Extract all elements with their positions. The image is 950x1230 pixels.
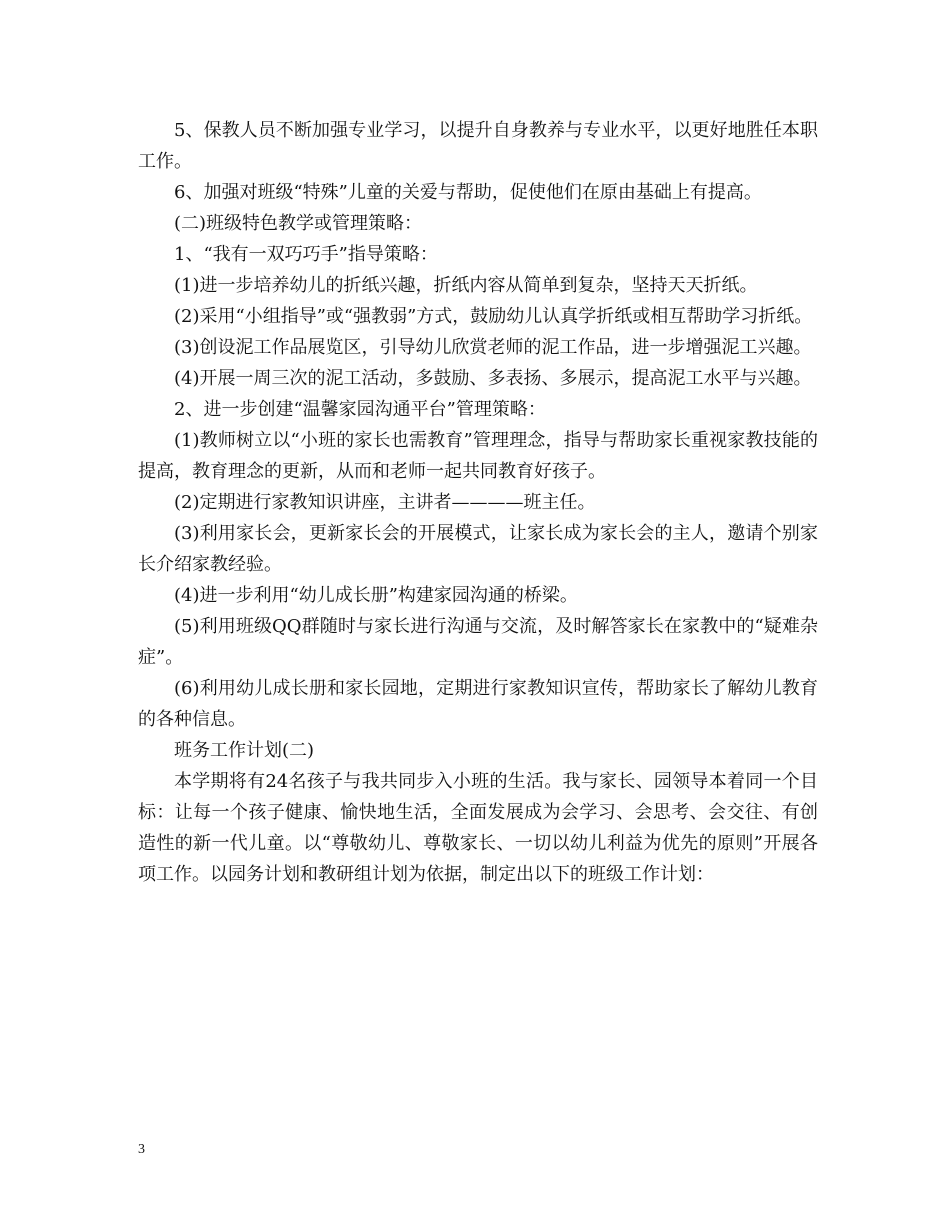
paragraph: (6)利用幼儿成长册和家长园地，定期进行家教知识宣传，帮助家长了解幼儿教育的各种信息。 xyxy=(138,678,818,730)
paragraph: (3)创设泥工作品展览区，引导幼儿欣赏老师的泥工作品，进一步增强泥工兴趣。 xyxy=(174,337,812,358)
section-heading: (二)班级特色教学或管理策略： xyxy=(174,213,423,234)
paragraph: (1)进一步培养幼儿的折纸兴趣，折纸内容从简单到复杂，坚持天天折纸。 xyxy=(174,275,758,296)
paragraph: 5、保教人员不断加强专业学习，以提升自身教养与专业水平，以更好地胜任本职工作。 xyxy=(138,120,818,172)
paragraph: (4)进一步利用“幼儿成长册”构建家园沟通的桥梁。 xyxy=(174,585,578,606)
paragraph: (2)定期进行家教知识讲座，主讲者————班主任。 xyxy=(174,492,596,513)
page-number: 3 xyxy=(138,1142,145,1157)
subsection-heading: 2、进一步创建“温馨家园沟通平台”管理策略： xyxy=(174,399,546,420)
paragraph: (2)采用“小组指导”或“强教弱”方式，鼓励幼儿认真学折纸或相互帮助学习折纸。 xyxy=(174,306,813,327)
paragraph: (4)开展一周三次的泥工活动，多鼓励、多表扬、多展示，提高泥工水平与兴趣。 xyxy=(174,368,812,389)
subsection-heading: 1、“我有一双巧巧手”指导策略： xyxy=(174,244,438,265)
document-body xyxy=(138,115,818,890)
paragraph: (3)利用家长会，更新家长会的开展模式，让家长成为家长会的主人，邀请个别家长介绍家教经验。 xyxy=(138,523,818,575)
paragraph: 本学期将有24名孩子与我共同步入小班的生活。我与家长、园领导本着同一个目标：让每一个孩子健康、愉快地生活，全面发展成为会学习、会思考、会交往、有创造性的新一代儿童。以“尊敬幼儿、尊敬家长、一切以幼儿利益为优先的原则”开展各项工作。以园务计划和教研组计划为依据，制定出以下的班级工作计划： xyxy=(138,771,818,885)
paragraph: (5)利用班级QQ群随时与家长进行沟通与交流，及时解答家长在家教中的“疑难杂症”。 xyxy=(138,616,818,668)
paragraph: (1)教师树立以“小班的家长也需教育”管理理念，指导与帮助家长重视家教技能的提高，教育理念的更新，从而和老师一起共同教育好孩子。 xyxy=(138,430,818,482)
paragraph: 6、加强对班级“特殊”儿童的关爱与帮助，促使他们在原由基础上有提高。 xyxy=(174,182,762,203)
section-title: 班务工作计划(二) xyxy=(174,740,315,761)
